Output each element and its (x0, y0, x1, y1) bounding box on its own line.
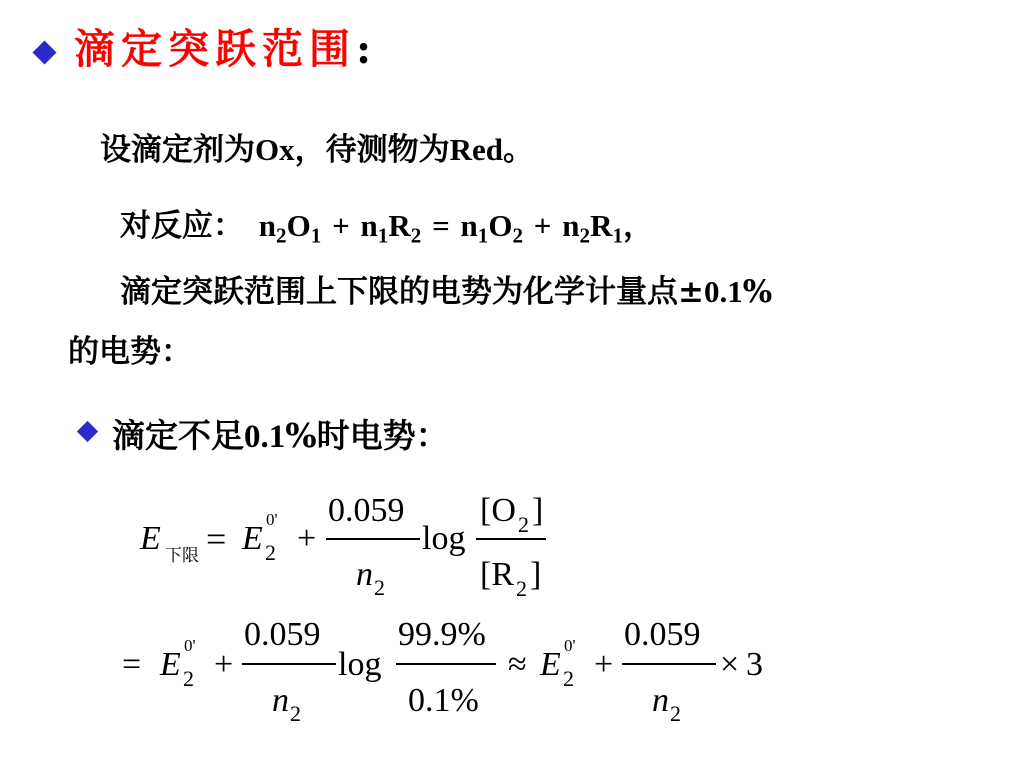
reductant-label: Red (449, 132, 504, 167)
species-O2: O (488, 208, 513, 243)
eq2-num: 0.059 (244, 616, 321, 653)
oxidant-label: Ox (255, 132, 295, 167)
eq2-log: log (338, 646, 382, 683)
eq2-fraction-bar-2 (396, 663, 496, 665)
bullet2-prefix: 滴定不足 (112, 416, 244, 455)
paragraph1-prefix: 设滴定剂为 (100, 132, 255, 168)
title-text: 滴定突跃范围 (74, 25, 356, 73)
eq2-three: 3 (746, 646, 763, 683)
equals-sign: = (432, 208, 450, 243)
eq1-den-n: n (356, 556, 373, 593)
eq1-den2-close: ] (530, 556, 542, 593)
eq2-den-n: n (272, 682, 289, 719)
coef-n2b-sub: 2 (579, 223, 591, 248)
eq1-den2-sub: 2 (516, 576, 527, 601)
eq1-num2: [O (480, 492, 516, 529)
paragraph1-middle: ，待测物为 (294, 132, 450, 168)
eq1-den2: [R (480, 556, 514, 593)
eq1-E2-sup: 0' (266, 510, 278, 529)
eq2-E2b-sub: 2 (563, 666, 574, 691)
eq2-E2-sub: 2 (183, 666, 194, 691)
eq1-E: E (140, 520, 161, 557)
eq2-equals: = (122, 646, 142, 683)
coef-n1b: n (460, 208, 478, 243)
eq1-E2: E (242, 520, 263, 557)
eq1-num2-sub: 2 (518, 512, 529, 537)
eq2-times: × (720, 646, 740, 683)
coef-n2: n (258, 208, 277, 243)
bullet2-value: 0.1 (244, 419, 286, 455)
plus-sign: + (332, 208, 350, 243)
plus-sign-2: + (533, 208, 552, 243)
eq2-fraction-bar (242, 663, 336, 665)
bullet2-suffix: %时电势： (285, 416, 449, 455)
reaction-end: ， (623, 208, 654, 244)
eq2-approx: ≈ (508, 646, 527, 683)
eq1-equals: = (206, 519, 227, 559)
eq2-plus: + (214, 646, 234, 683)
species-R1-sub: 1 (612, 223, 623, 248)
reaction-label: 对反应： (120, 208, 244, 244)
eq2-den-sub: 2 (290, 701, 301, 726)
eq2-E2b-sup: 0' (564, 636, 576, 655)
eq1-E-sub: 下限 (165, 546, 199, 566)
species-R2-sub: 2 (410, 223, 422, 248)
eq2-E2-sup: 0' (184, 636, 196, 655)
species-O2-sub: 2 (512, 223, 523, 248)
species-R1: R (590, 208, 613, 243)
coef-n1: n (360, 208, 378, 243)
species-R2: R (388, 208, 411, 243)
species-O1-sub: 1 (310, 223, 322, 248)
eq2-fraction-bar-3 (622, 663, 716, 665)
eq2-den2: 0.1% (408, 682, 479, 719)
eq1-log: log (422, 520, 466, 557)
eq1-den-sub: 2 (374, 575, 385, 600)
coef-n2b: n (562, 208, 580, 243)
coef-n2-sub: 2 (276, 223, 287, 248)
title-colon: : (356, 25, 378, 73)
species-O1: O (286, 208, 311, 243)
paragraph2-line2: 的电势： (68, 334, 192, 370)
paragraph1-suffix: 。 (503, 132, 535, 168)
eq2-den3-sub: 2 (670, 701, 681, 726)
eq2-E2b: E (540, 646, 561, 683)
coef-n1b-sub: 1 (477, 223, 489, 248)
coef-n1-sub: 1 (377, 223, 389, 248)
eq2-num3: 0.059 (624, 616, 701, 653)
eq2-den3-n: n (652, 682, 669, 719)
eq2-num2: 99.9% (398, 616, 486, 653)
eq1-num2-close: ] (532, 492, 544, 529)
paragraph2-value: 0.1 (703, 274, 743, 309)
eq1-num: 0.059 (328, 492, 405, 529)
eq1-plus: + (297, 520, 317, 557)
eq1-E2-sub: 2 (265, 540, 276, 565)
eq2-E2: E (160, 646, 181, 683)
paragraph2-line1: 滴定突跃范围上下限的电势为化学计量点± (120, 274, 704, 310)
paragraph2-percent: % (742, 274, 773, 310)
eq2-plus-2: + (594, 646, 614, 683)
